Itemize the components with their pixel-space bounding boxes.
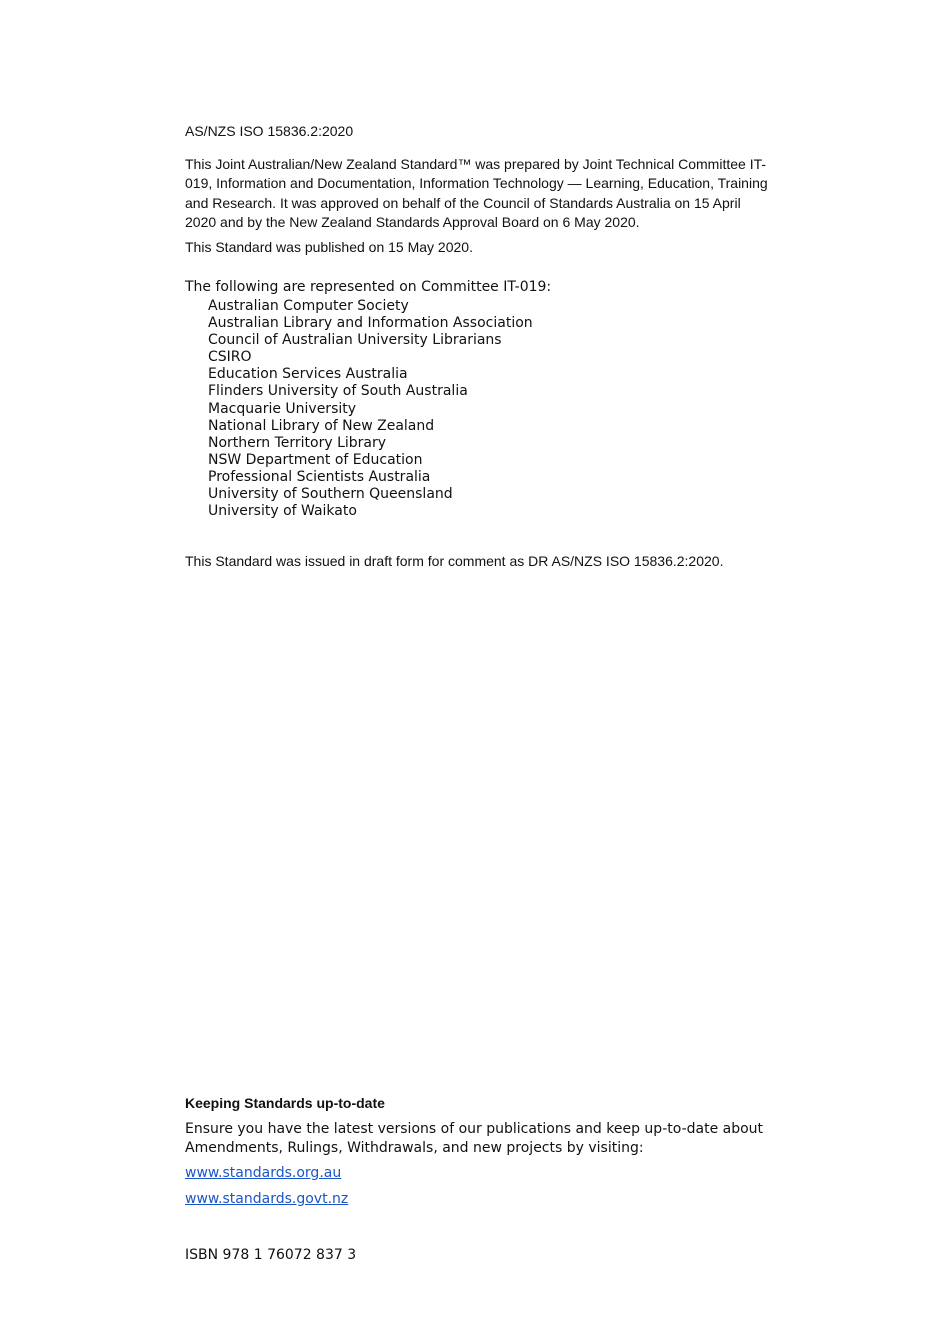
draft-note: This Standard was issued in draft form for comment as DR AS/NZS ISO 15836.2:2020. <box>185 553 724 569</box>
isbn: ISBN 978 1 76072 837 3 <box>185 1247 357 1263</box>
list-item: Macquarie University <box>208 400 357 417</box>
list-item: Professional Scientists Australia <box>208 468 431 485</box>
list-item: National Library of New Zealand <box>208 417 435 434</box>
standard-identifier: AS/NZS ISO 15836.2:2020 <box>185 123 354 139</box>
preparation-paragraph: This Joint Australian/New Zealand Standard™ was prepared by Joint Technical Committee IT-019, Information and Documentation, Information Technology — Learning, Education, Training and Research. It was approved on behalf of the Council of Standards Australia on 15 April 2020 and by the New Zealand Standards Approval Board on 6 May 2020. <box>185 156 768 230</box>
list-item: University of Southern Queensland <box>208 486 453 503</box>
keeping-standards-heading: Keeping Standards up-to-date <box>185 1095 385 1111</box>
list-item: Council of Australian University Librarians <box>208 332 502 349</box>
standards-australia-link[interactable]: www.standards.org.au <box>185 1165 342 1181</box>
list-item: Flinders University of South Australia <box>208 383 468 400</box>
list-item: NSW Department of Education <box>208 451 423 468</box>
list-item: University of Waikato <box>208 503 357 520</box>
list-item: Education Services Australia <box>208 366 408 383</box>
list-item: CSIRO <box>208 349 252 366</box>
committee-organisation-list <box>208 298 533 520</box>
publication-date-note: This Standard was published on 15 May 2020. <box>185 239 473 255</box>
list-item: Northern Territory Library <box>208 434 387 451</box>
standards-nz-link[interactable]: www.standards.govt.nz <box>185 1191 349 1207</box>
committee-intro: The following are represented on Committee IT-019: <box>185 279 552 295</box>
list-item: Australian Library and Information Association <box>208 315 533 332</box>
keeping-standards-paragraph: Ensure you have the latest versions of our publications and keep up-to-date about Amendments, Rulings, Withdrawals, and new projects by visiting: <box>185 1121 764 1156</box>
list-item: Australian Computer Society <box>208 298 409 314</box>
